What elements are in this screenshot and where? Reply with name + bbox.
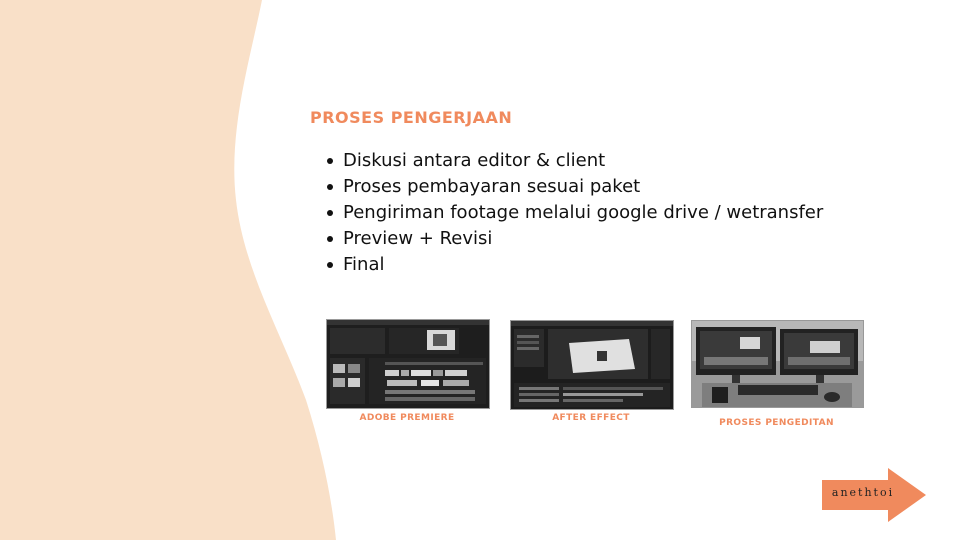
next-button-label[interactable]: anethtoi [831, 486, 895, 499]
bullet-item: Preview + Revisi [325, 226, 823, 252]
caption-after-effect: AFTER EFFECT [552, 413, 630, 423]
caption-proses-pengeditan: PROSES PENGEDITAN [719, 418, 834, 428]
premiere-screenshot [326, 319, 490, 409]
bullet-item: Pengiriman footage melalui google drive / wetransfer [325, 200, 823, 226]
bullet-item: Proses pembayaran sesuai paket [325, 174, 823, 200]
bullet-item: Diskusi antara editor & client [325, 148, 823, 174]
caption-adobe-premiere: ADOBE PREMIERE [359, 413, 455, 423]
bullet-list [325, 148, 823, 278]
editing-setup-photo [691, 320, 864, 408]
bullet-item: Final [325, 252, 823, 278]
after-effect-screenshot [510, 320, 674, 410]
slide-title: PROSES PENGERJAAN [310, 108, 513, 127]
